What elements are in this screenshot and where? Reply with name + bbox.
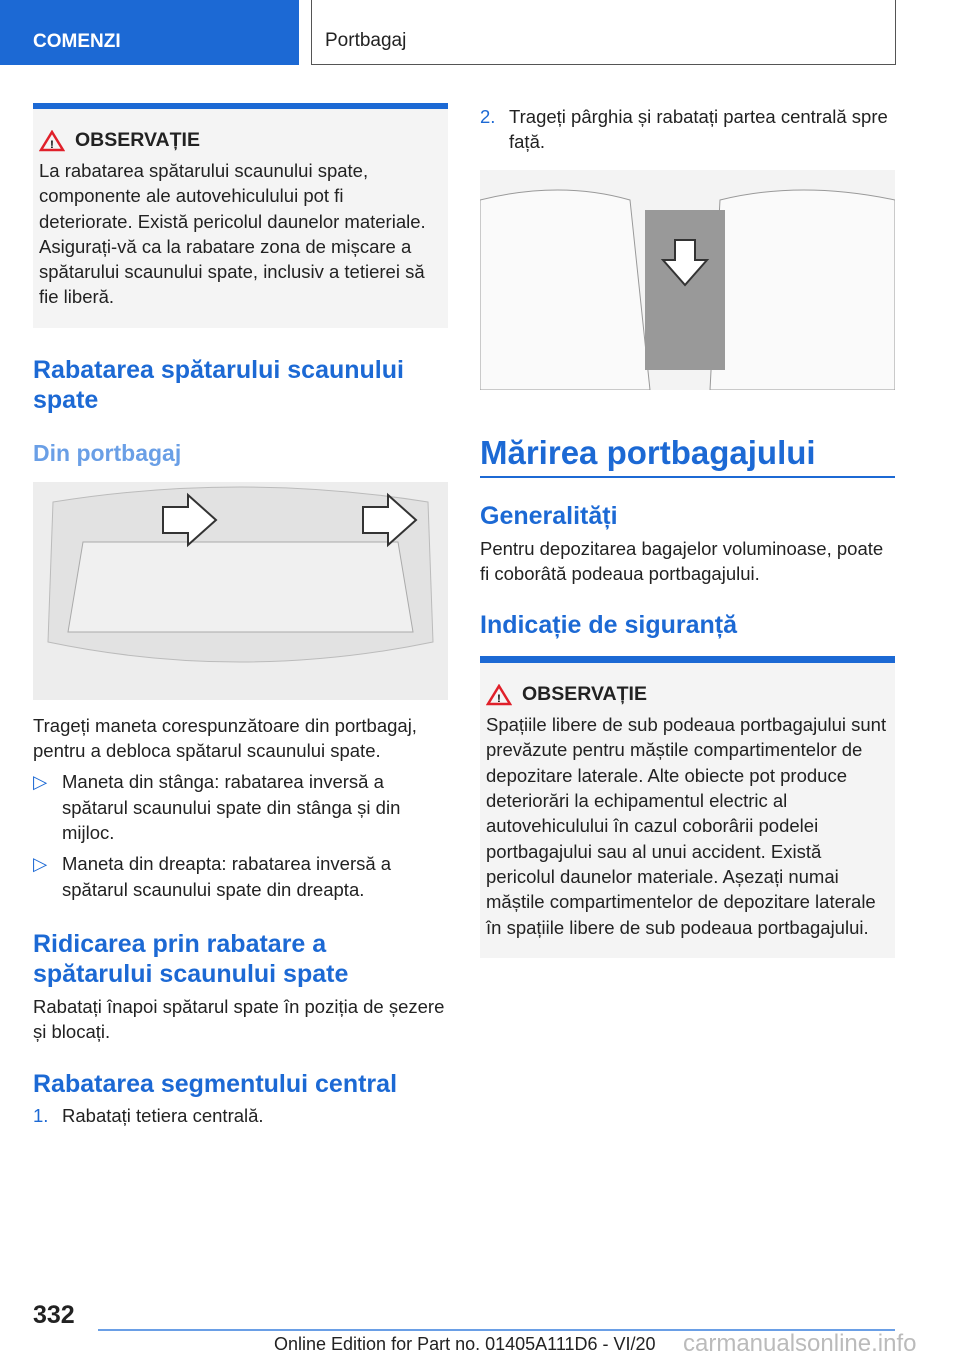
heading-trunk: Din portbagaj bbox=[33, 439, 182, 466]
raise-text: Rabatați înapoi spătarul spate în poziția de șezere și blocați. bbox=[33, 995, 445, 1043]
svg-text:!: ! bbox=[497, 692, 501, 705]
step-item bbox=[33, 1103, 448, 1128]
chapter-title: Portbagaj bbox=[311, 0, 896, 65]
heading-center: Rabatarea segmentului central bbox=[33, 1070, 398, 1099]
note-title: OBSERVAȚIE bbox=[75, 129, 200, 151]
note-text: La rabatarea spătarului scaunului spate, componente ale autovehiculului pot fi deteriorate. Există pericolul daunelor materiale. Asigurați-vă ca la rabatare zona de mișcare a spătarului scaunului spate, inclusiv a tetierei să fie liberă. bbox=[39, 160, 426, 308]
trunk-illustration bbox=[33, 482, 448, 700]
left-column bbox=[33, 103, 448, 1129]
instruction-text: Trageți maneta corespunzătoare din portbagaj, pentru a debloca spătarul scaunului spate. bbox=[33, 714, 417, 762]
step-item bbox=[480, 104, 895, 155]
watermark: carmanualsonline.info bbox=[683, 1330, 917, 1357]
note-title: OBSERVAȚIE bbox=[522, 683, 647, 706]
edition-text: Online Edition for Part no. 01405A111D6 - VI/20 bbox=[274, 1334, 656, 1354]
warning-icon bbox=[39, 130, 65, 152]
list-item-text: Maneta din dreapta: rabatarea inversă a spătarul scaunului spate din dreapta. bbox=[62, 853, 392, 900]
list-item-text: Maneta din stânga: rabatarea inversă a spătarul scaunului spate din stânga și din mijloc. bbox=[62, 771, 401, 843]
heading-general: Generalități bbox=[480, 501, 618, 530]
step-text: Rabatați tetiera centrală. bbox=[62, 1105, 264, 1127]
heading-fold: Rabatarea spătarului scaunului spate bbox=[33, 355, 404, 414]
right-column bbox=[480, 104, 895, 958]
bullet-icon: ▷ bbox=[33, 853, 48, 875]
step-number: 2. bbox=[480, 106, 496, 127]
heading-raise: Ridicarea prin rabatare a spătarului scaunului spate bbox=[33, 929, 349, 988]
list-item bbox=[33, 769, 448, 845]
step-text: Trageți pârghia și rabatați partea centrală spre față. bbox=[509, 106, 888, 153]
section-tab: COMENZI bbox=[0, 0, 299, 65]
list-item bbox=[33, 851, 448, 902]
page-number: 332 bbox=[33, 1301, 75, 1329]
note-text: Spațiile libere de sub podeaua portbagajului sunt prevăzute pentru măștile compartimentelor de depozitare laterale. Alte obiecte pot produce deteriorări la echipamentul electric al autovehiculului în cazul coborârii podelei portbagajului sau al unui accident. Există pericolul daunelor materiale. Așezați numai măștile compartimentelor de depozitare laterale în spațiile libere de sub podeaua portbagajului. bbox=[486, 714, 887, 938]
warning-note bbox=[33, 103, 448, 328]
bullet-list bbox=[33, 769, 448, 901]
svg-text:!: ! bbox=[50, 138, 54, 151]
warning-note bbox=[480, 656, 895, 958]
step-number: 1. bbox=[33, 1105, 49, 1127]
heading-enlarge: Mărirea portbagajului bbox=[480, 434, 895, 478]
general-text: Pentru depozitarea bagajelor voluminoase, poate fi coborâtă podeaua portbagajului. bbox=[480, 537, 884, 584]
seat-illustration bbox=[480, 170, 895, 390]
warning-icon bbox=[486, 684, 512, 706]
bullet-icon: ▷ bbox=[33, 771, 48, 793]
heading-safety: Indicație de siguranță bbox=[480, 611, 738, 640]
